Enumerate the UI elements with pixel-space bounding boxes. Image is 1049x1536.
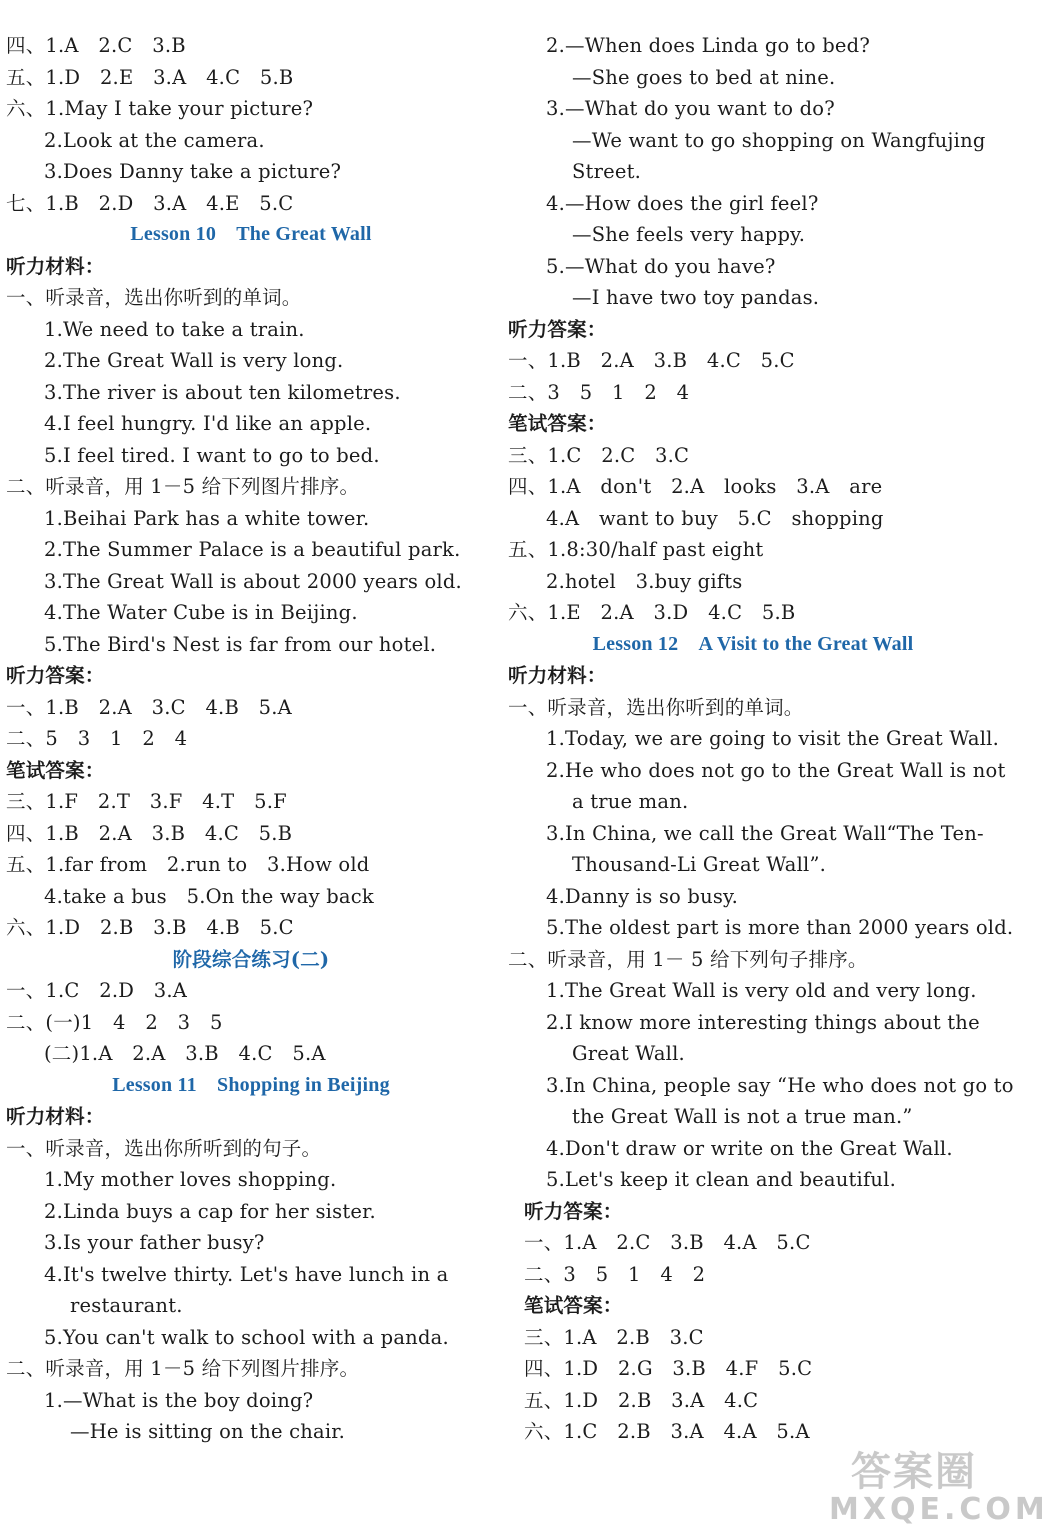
text-line: 1.Beihai Park has a white tower. [44,506,370,530]
text-line: 2.I know more interesting things about the [546,1010,980,1034]
text-line: 4.I feel hungry. I'd like an apple. [44,412,372,435]
text-line: 4.The Water Cube is in Beijing. [44,601,358,624]
text-line: 三、1.F 2.T 3.F 4.T 5.F [6,790,287,813]
text-line: 1.Today, we are going to visit the Great Wall. [546,727,999,750]
text-line: 五、1.D 2.E 3.A 4.C 5.B [6,65,294,89]
text-line: 五、1.8:30/half past eight [508,538,764,561]
text-line: 3.In China, we call the Great Wall“The Ten- [546,821,984,845]
text-line: 六、1.D 2.B 3.B 4.B 5.C [6,916,294,939]
text-line: 2.Linda buys a cap for her sister. [44,1199,376,1223]
text-line: Street. [572,160,642,183]
text-line: 4.take a bus 5.On the way back [44,884,374,908]
text-line: 四、1.A 2.C 3.B [6,34,186,57]
text-line: —She goes to bed at nine. [572,65,836,89]
text-line: 2.He who does not go to the Great Wall is not [546,758,1006,782]
text-line: 二、听录音，用 1－5 给下列图片排序。 [6,475,360,498]
text-line: 二、5 3 1 2 4 [6,727,188,750]
text-line: 4.A want to buy 5.C shopping [546,506,884,530]
text-line: 二、3 5 1 4 2 [524,1262,706,1286]
text-line: 一、1.A 2.C 3.B 4.A 5.C [524,1231,811,1254]
text-line: 3.In China, people say “He who does not go to [546,1073,1014,1097]
text-line: 4.Don't draw or write on the Great Wall. [546,1136,953,1160]
section-heading: 听力材料： [6,254,105,278]
text-line: 3.The river is about ten kilometres. [44,380,401,404]
text-line: —He is sitting on the chair. [70,1420,346,1443]
section-heading: 笔试答案： [6,758,105,782]
text-line: 3.Is your father busy? [44,1231,265,1254]
text-line: 五、1.far from 2.run to 3.How old [6,853,370,876]
text-line: 一、听录音，选出你听到的单词。 [6,286,302,309]
text-line: 一、1.B 2.A 3.C 4.B 5.A [6,695,292,719]
text-line: Thousand-Li Great Wall”. [572,853,827,876]
text-line: 六、1.E 2.A 3.D 4.C 5.B [508,601,796,624]
text-line: 四、1.D 2.G 3.B 4.F 5.C [524,1357,813,1380]
text-line: 4.—How does the girl feel? [546,191,819,215]
right-column [508,30,1014,1448]
text-line: 五、1.D 2.B 3.A 4.C [524,1388,759,1412]
text-line: restaurant. [70,1294,183,1317]
section-heading: 听力答案： [6,664,105,687]
section-title: Lesson 11 Shopping in Beijing [112,1073,390,1096]
text-line: 2.—When does Linda go to bed? [546,34,870,57]
text-line: 5.The oldest part is more than 2000 years old. [546,916,1014,939]
text-line: 四、1.A don't 2.A looks 3.A are [508,475,883,498]
text-line: 二、(一)1 4 2 3 5 [6,1010,223,1034]
text-line: 2.Look at the camera. [44,128,265,152]
text-line: 3.—What do you want to do? [546,97,835,120]
text-line: 3.Does Danny take a picture? [44,160,342,183]
text-line: —I have two toy pandas. [572,286,820,309]
text-line: 三、1.C 2.C 3.C [508,443,690,467]
text-line: 一、听录音，选出你所听到的句子。 [6,1136,322,1160]
watermark-top-text: 答案圈 [851,1449,977,1495]
text-line: 5.The Bird's Nest is far from our hotel. [44,632,437,656]
text-line: a true man. [572,790,689,813]
section-heading: 笔试答案： [508,412,607,435]
text-line: 三、1.A 2.B 3.C [524,1325,704,1349]
text-line: 2.hotel 3.buy gifts [546,569,743,593]
text-line: 1.—What is the boy doing? [44,1388,314,1412]
watermark-logo [829,1449,1049,1530]
text-line: 5.I feel tired. I want to go to bed. [44,443,380,467]
text-line: 4.It's twelve thirty. Let's have lunch in a [44,1262,449,1286]
text-line: (二)1.A 2.A 3.B 4.C 5.A [44,1042,326,1065]
section-heading: 听力材料： [508,664,607,687]
text-line: 3.The Great Wall is about 2000 years old. [44,569,462,593]
text-line: the Great Wall is not a true man.” [572,1105,913,1128]
text-line: 2.The Summer Palace is a beautiful park. [44,538,461,561]
text-line: 一、1.B 2.A 3.B 4.C 5.C [508,349,795,372]
text-line: 七、1.B 2.D 3.A 4.E 5.C [6,191,294,215]
text-line: 四、1.B 2.A 3.B 4.C 5.B [6,821,293,845]
text-line: 二、听录音，用 1－ 5 给下列句子排序。 [508,947,868,971]
text-line: 二、3 5 1 2 4 [508,380,690,404]
section-heading: 听力答案： [524,1199,623,1223]
text-line: 2.The Great Wall is very long. [44,349,344,372]
text-line: 一、1.C 2.D 3.A [6,979,188,1002]
text-line: Great Wall. [572,1042,685,1065]
text-line: —She feels very happy. [572,223,806,246]
text-line: 5.Let's keep it clean and beautiful. [546,1168,896,1191]
text-line: 5.—What do you have? [546,254,776,278]
text-line: 1.We need to take a train. [44,317,305,341]
text-line: 1.My mother loves shopping. [44,1168,337,1191]
text-line: —We want to go shopping on Wangfujing [572,128,986,152]
text-line: 一、听录音，选出你听到的单词。 [508,695,804,719]
left-column [6,30,496,1448]
text-line: 5.You can't walk to school with a panda. [44,1325,449,1349]
section-title: Lesson 12 A Visit to the Great Wall [592,632,914,655]
section-title: 阶段综合练习(二) [172,947,330,971]
section-heading: 听力材料： [6,1105,105,1128]
section-heading: 笔试答案： [524,1294,623,1317]
text-line: 二、听录音，用 1－5 给下列图片排序。 [6,1357,360,1380]
text-line: 六、1.C 2.B 3.A 4.A 5.A [524,1420,810,1443]
text-line: 六、1.May I take your picture? [6,97,314,120]
section-heading: 听力答案： [508,317,607,341]
text-line: 4.Danny is so busy. [546,884,739,908]
text-line: 1.The Great Wall is very old and very long. [546,979,977,1002]
watermark-bottom-text: MXQE.COM [829,1492,1049,1527]
section-title: Lesson 10 The Great Wall [130,223,372,245]
